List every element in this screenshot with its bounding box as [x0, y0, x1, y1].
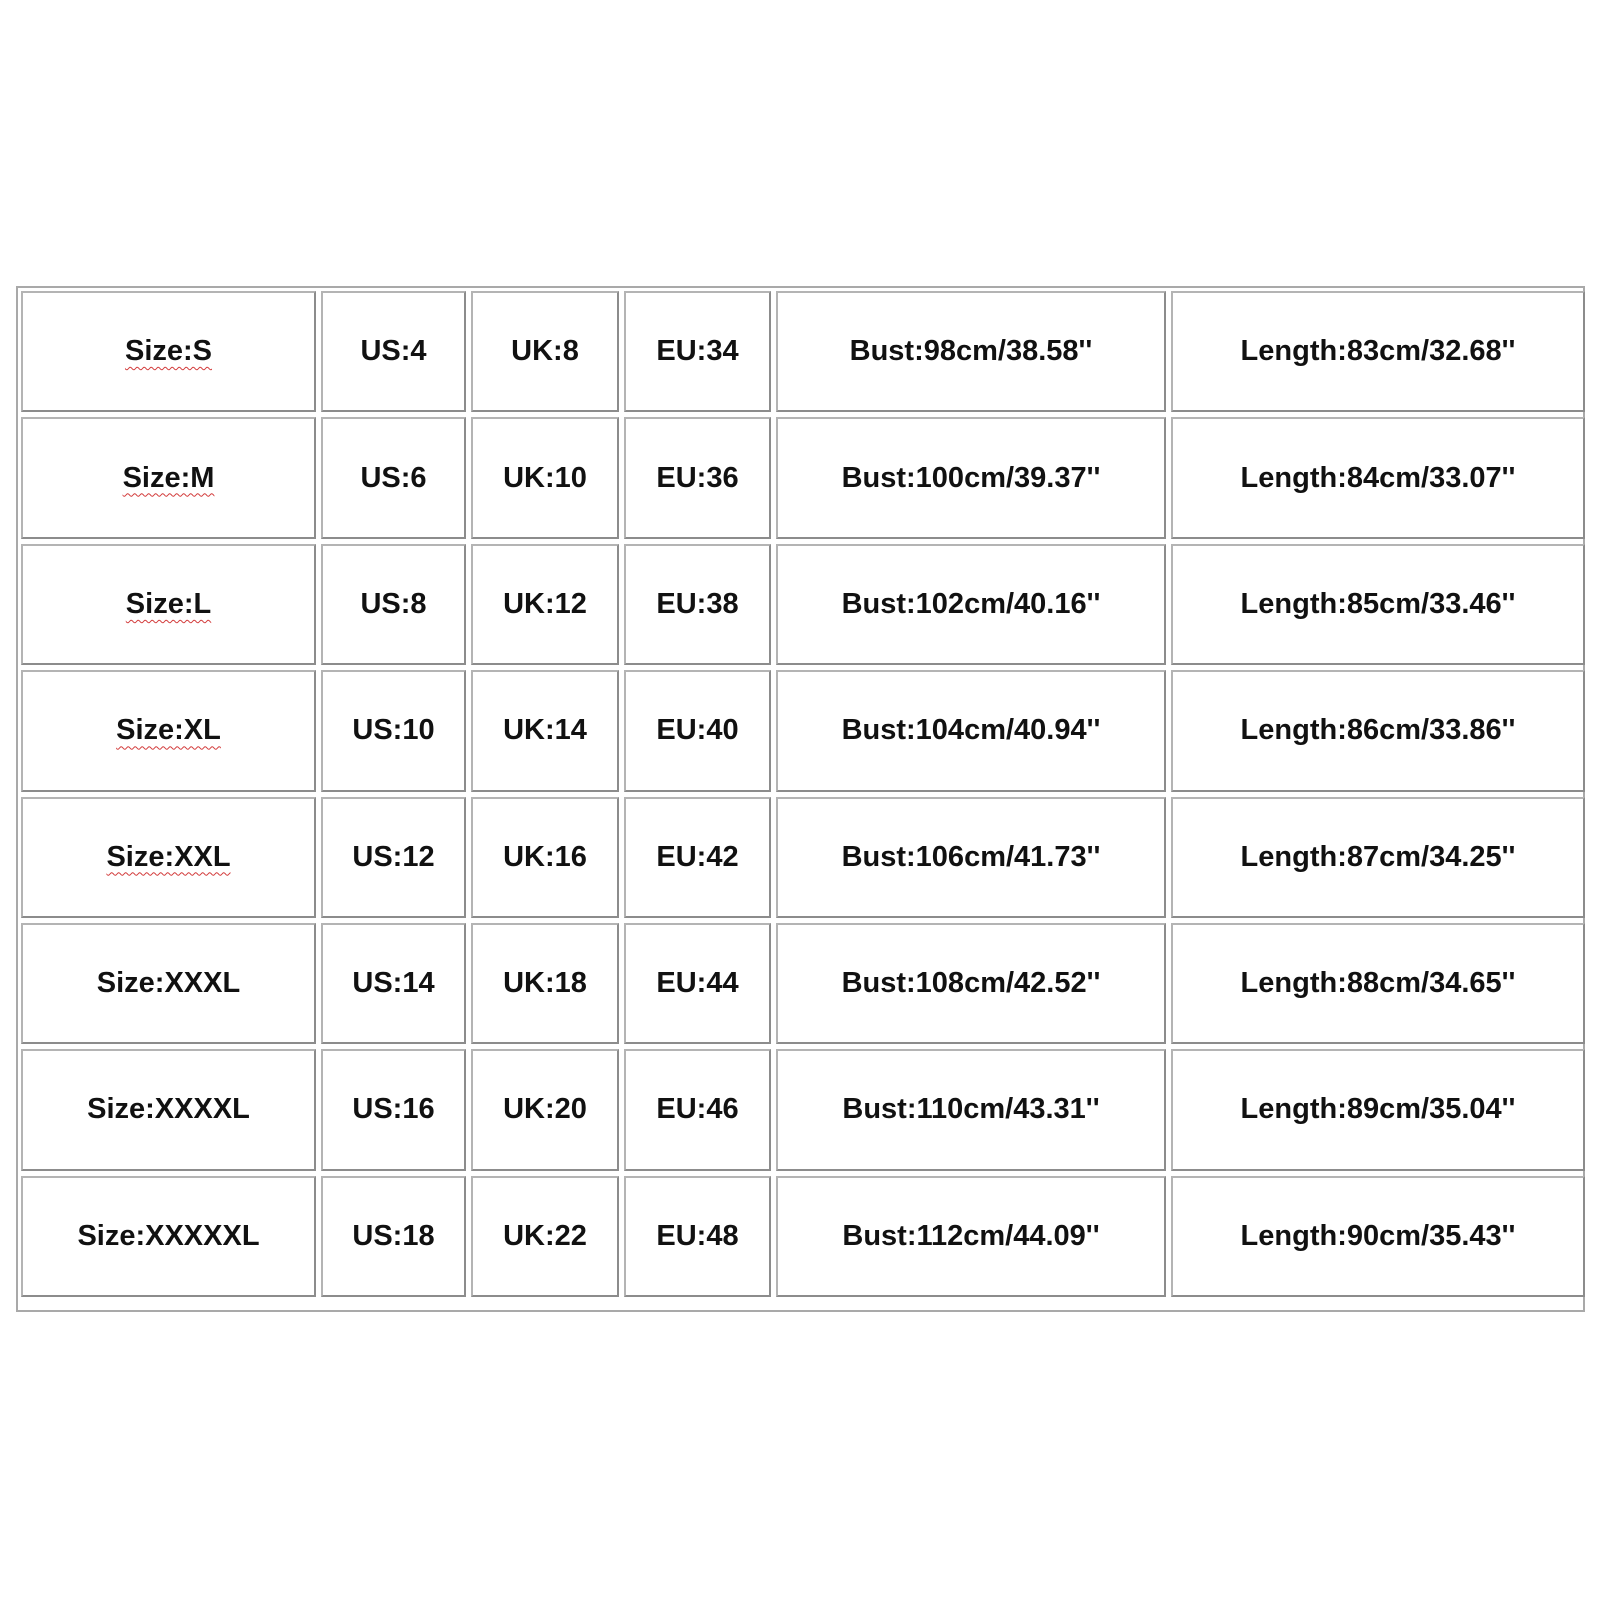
- size-label: Size:XXXXXL: [77, 1219, 260, 1252]
- bust-cell: Bust:110cm/43.31'': [776, 1049, 1166, 1170]
- us-size-cell: US:12: [321, 797, 466, 918]
- bust-cell: Bust:112cm/44.09'': [776, 1176, 1166, 1297]
- eu-size-cell: EU:38: [624, 544, 771, 665]
- size-label: Size:L: [125, 587, 212, 620]
- length-cell: Length:88cm/34.65'': [1171, 923, 1585, 1044]
- us-size-cell: US:16: [321, 1049, 466, 1170]
- size-cell: [21, 544, 316, 665]
- us-size-cell: US:10: [321, 670, 466, 791]
- table-row: [21, 544, 1585, 665]
- table-row: [21, 797, 1585, 918]
- length-cell: Length:89cm/35.04'': [1171, 1049, 1585, 1170]
- size-cell: [21, 670, 316, 791]
- eu-size-cell: EU:44: [624, 923, 771, 1044]
- bust-cell: Bust:102cm/40.16'': [776, 544, 1166, 665]
- size-cell: [21, 1049, 316, 1170]
- uk-size-cell: UK:20: [471, 1049, 619, 1170]
- bust-cell: Bust:104cm/40.94'': [776, 670, 1166, 791]
- size-cell: [21, 1176, 316, 1297]
- size-label: Size:XL: [116, 714, 221, 747]
- eu-size-cell: EU:48: [624, 1176, 771, 1297]
- size-table: [16, 286, 1590, 1302]
- eu-size-cell: EU:36: [624, 417, 771, 538]
- bust-cell: Bust:106cm/41.73'': [776, 797, 1166, 918]
- us-size-cell: US:4: [321, 291, 466, 412]
- us-size-cell: US:14: [321, 923, 466, 1044]
- length-cell: Length:85cm/33.46'': [1171, 544, 1585, 665]
- length-cell: Length:83cm/32.68'': [1171, 291, 1585, 412]
- length-cell: Length:87cm/34.25'': [1171, 797, 1585, 918]
- size-label: Size:S: [124, 335, 213, 368]
- us-size-cell: US:6: [321, 417, 466, 538]
- bust-cell: Bust:98cm/38.58'': [776, 291, 1166, 412]
- length-cell: Length:86cm/33.86'': [1171, 670, 1585, 791]
- bust-cell: Bust:108cm/42.52'': [776, 923, 1166, 1044]
- size-label: Size:XXXL: [96, 967, 241, 1000]
- uk-size-cell: UK:16: [471, 797, 619, 918]
- size-cell: [21, 923, 316, 1044]
- eu-size-cell: EU:34: [624, 291, 771, 412]
- table-row: [21, 923, 1585, 1044]
- us-size-cell: US:18: [321, 1176, 466, 1297]
- table-row: [21, 417, 1585, 538]
- uk-size-cell: UK:14: [471, 670, 619, 791]
- size-cell: [21, 417, 316, 538]
- length-cell: Length:90cm/35.43'': [1171, 1176, 1585, 1297]
- uk-size-cell: UK:18: [471, 923, 619, 1044]
- length-cell: Length:84cm/33.07'': [1171, 417, 1585, 538]
- eu-size-cell: EU:42: [624, 797, 771, 918]
- size-chart: [16, 286, 1585, 1312]
- uk-size-cell: UK:8: [471, 291, 619, 412]
- uk-size-cell: UK:22: [471, 1176, 619, 1297]
- table-row: [21, 291, 1585, 412]
- table-row: [21, 1049, 1585, 1170]
- us-size-cell: US:8: [321, 544, 466, 665]
- size-cell: [21, 291, 316, 412]
- eu-size-cell: EU:46: [624, 1049, 771, 1170]
- size-label: Size:M: [122, 461, 215, 494]
- bust-cell: Bust:100cm/39.37'': [776, 417, 1166, 538]
- size-label: Size:XXL: [106, 840, 231, 873]
- uk-size-cell: UK:10: [471, 417, 619, 538]
- eu-size-cell: EU:40: [624, 670, 771, 791]
- size-label: Size:XXXXL: [87, 1093, 250, 1126]
- table-row: [21, 670, 1585, 791]
- uk-size-cell: UK:12: [471, 544, 619, 665]
- size-cell: [21, 797, 316, 918]
- table-row: [21, 1176, 1585, 1297]
